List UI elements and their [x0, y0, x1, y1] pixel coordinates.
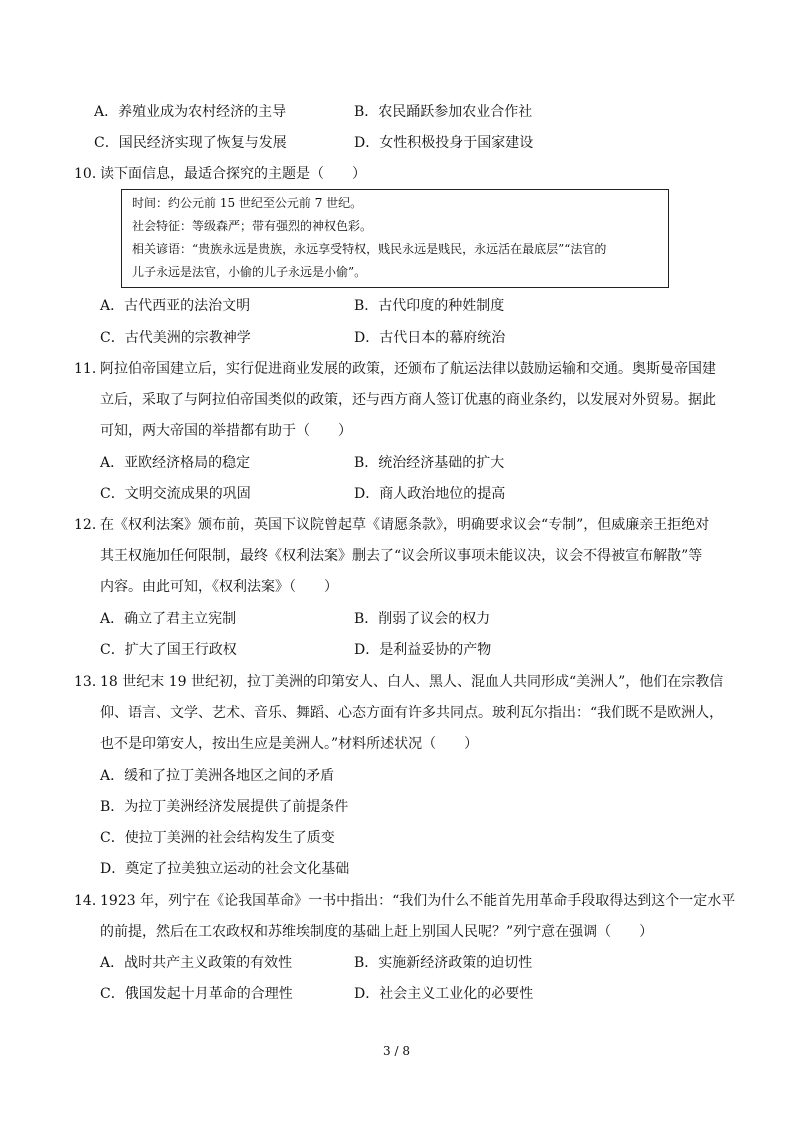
- q11-option-b: B．统治经济基础的扩大: [354, 455, 505, 471]
- q13-option-b: B．为拉丁美洲经济发展提供了前提条件: [100, 799, 349, 815]
- q11-option-d: D．商人政治地位的提高: [354, 486, 506, 502]
- q10-stem: 读下面信息，最适合探究的主题是（ ）: [100, 166, 366, 182]
- q9-option-b: B．农民踊跃参加农业合作社: [354, 104, 533, 120]
- q9-option-c: C．国民经济实现了恢复与发展: [94, 135, 287, 151]
- q11-stem-line: 阿拉伯帝国建立后，实行促进商业发展的政策，还颁布了航运法律以鼓励运输和交通。奥斯曼帝国建: [100, 361, 716, 377]
- q12-stem-line: 其王权施加任何限制，最终《权利法案》删去了“议会所议事项未能议决，议会不得被宣布解散”等: [100, 548, 703, 564]
- q14-option-a: A．战时共产主义政策的有效性: [100, 955, 293, 971]
- q10-info-box: [121, 189, 669, 288]
- q10-option-a: A．古代西亚的法治文明: [100, 298, 251, 314]
- q14-stem-line: 1923 年，列宁在《论我国革命》一书中指出：“我们为什么不能首先用革命手段取得达到这个一定水平: [100, 893, 736, 909]
- q14-option-c: C．俄国发起十月革命的合理性: [100, 986, 293, 1002]
- q10-box-line: 社会特征：等级森严；带有强烈的神权色彩。: [132, 219, 373, 233]
- q12-stem-line: 内容。由此可知，《权利法案》（ ）: [100, 579, 338, 595]
- q13-stem-line: 也不是印第安人，按出生应是美洲人。”材料所述状况（ ）: [100, 736, 479, 752]
- page-number: 3 / 8: [383, 1044, 410, 1058]
- q12-stem-line: 在《权利法案》颁布前，英国下议院曾起草《请愿条款》，明确要求议会“专制”，但威廉亲王拒绝对: [100, 517, 710, 533]
- q12-option-b: B．削弱了议会的权力: [354, 611, 491, 627]
- q13-option-a: A．缓和了拉丁美洲各地区之间的矛盾: [100, 768, 335, 784]
- q9-option-a: A．养殖业成为农村经济的主导: [94, 104, 287, 120]
- q10-box-line: 儿子永远是法官，小偷的儿子永远是小偷”。: [132, 265, 367, 279]
- q11-option-c: C．文明交流成果的巩固: [100, 486, 251, 502]
- q12-option-c: C．扩大了国王行政权: [100, 642, 237, 658]
- q14-option-d: D．社会主义工业化的必要性: [354, 986, 534, 1002]
- q9-option-d: D．女性积极投身于国家建设: [354, 135, 534, 151]
- q10-box-line: 时间：约公元前 15 世纪至公元前 7 世纪。: [132, 196, 363, 210]
- q10-option-d: D．古代日本的幕府统治: [354, 330, 506, 346]
- q11-option-a: A．亚欧经济格局的稳定: [100, 455, 251, 471]
- q11-number: 11．: [74, 361, 106, 377]
- q14-number: 14．: [74, 893, 106, 909]
- q12-number: 12．: [74, 517, 106, 533]
- q11-stem-line: 可知，两大帝国的举措都有助于（ ）: [100, 423, 352, 439]
- q10-box-line: 相关谚语：“贵族永远是贵族，永远享受特权，贱民永远是贱民，永远活在最底层”“法官的: [132, 242, 607, 256]
- q12-option-d: D．是利益妥协的产物: [354, 642, 492, 658]
- q13-option-c: C．使拉丁美洲的社会结构发生了质变: [100, 830, 335, 846]
- q13-option-d: D．奠定了拉美独立运动的社会文化基础: [100, 861, 350, 877]
- q14-option-b: B．实施新经济政策的迫切性: [354, 955, 533, 971]
- q10-number: 10．: [74, 166, 106, 182]
- q12-option-a: A．确立了君主立宪制: [100, 611, 237, 627]
- q13-stem-line: 18 世纪末 19 世纪初，拉丁美洲的印第安人、白人、黑人、混血人共同形成“美洲人”，他们在宗教信: [100, 674, 724, 690]
- q10-option-c: C．古代美洲的宗教神学: [100, 330, 251, 346]
- q13-number: 13．: [74, 674, 106, 690]
- q10-option-b: B．古代印度的种姓制度: [354, 298, 505, 314]
- q14-stem-line: 的前提，然后在工农政权和苏维埃制度的基础上赶上别国人民呢？”列宁意在强调（ ）: [100, 924, 654, 940]
- q13-stem-line: 仰、语言、文学、艺术、音乐、舞蹈、心态方面有许多共同点。玻利瓦尔指出：“我们既不是欧洲人，: [100, 705, 724, 721]
- q11-stem-line: 立后，采取了与阿拉伯帝国类似的政策，还与西方商人签订优惠的商业条约，以发展对外贸易。据此: [100, 392, 716, 408]
